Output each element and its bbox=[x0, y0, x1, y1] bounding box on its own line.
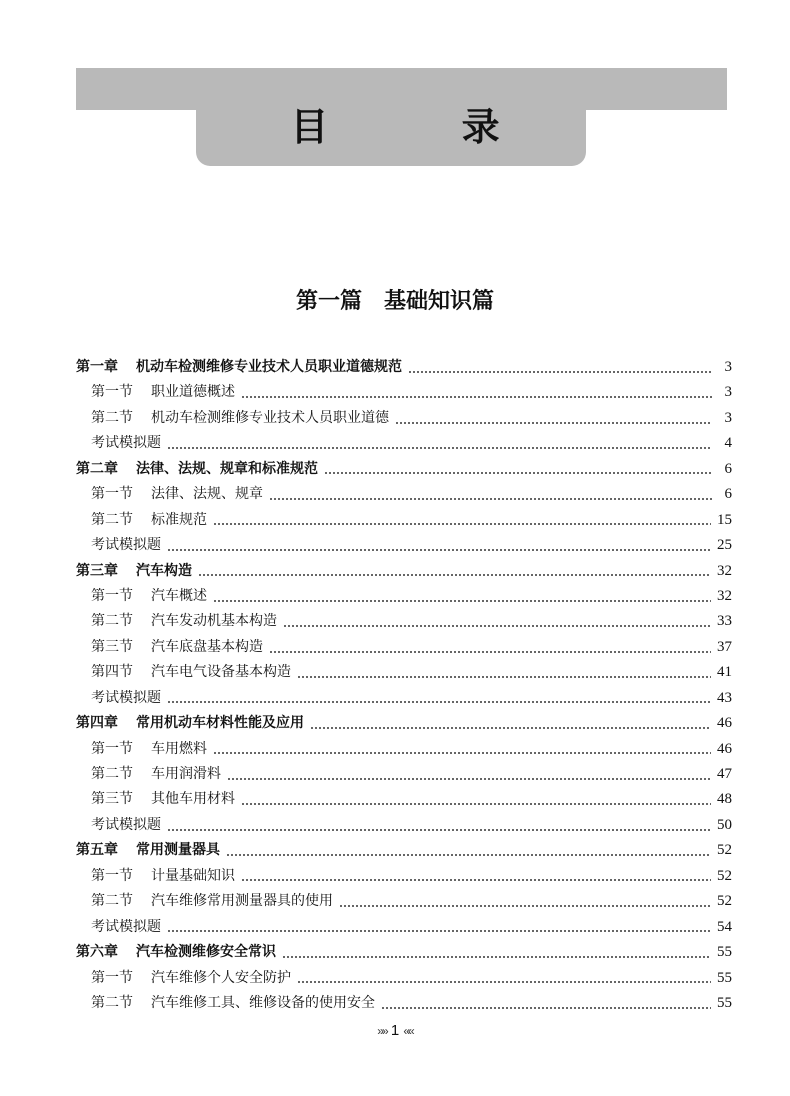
footer-left-mark: »» bbox=[377, 1024, 387, 1038]
dot-leader bbox=[310, 727, 711, 729]
toc-chapter-row[interactable] bbox=[76, 559, 732, 584]
toc-section-row[interactable] bbox=[76, 915, 732, 940]
dot-leader bbox=[282, 956, 711, 958]
toc-section-row[interactable] bbox=[76, 686, 732, 711]
toc-section-row[interactable] bbox=[76, 380, 732, 405]
toc-entry-number: 第二节 bbox=[91, 766, 133, 782]
toc-entry-title: 考试模拟题 bbox=[91, 689, 161, 706]
toc-entry-number: 第一节 bbox=[91, 740, 133, 757]
toc-entry-page: 3 bbox=[724, 384, 732, 401]
page-footer bbox=[0, 1022, 790, 1039]
dot-leader bbox=[324, 472, 712, 474]
toc-section-row[interactable] bbox=[76, 431, 732, 456]
toc-entry-page: 55 bbox=[717, 944, 732, 961]
toc-entry-page: 52 bbox=[717, 842, 732, 859]
toc-chapter-row[interactable] bbox=[76, 838, 732, 863]
toc-entry-title: 计量基础知识 bbox=[151, 867, 235, 884]
dot-leader bbox=[167, 930, 711, 932]
page-title: 目 录 bbox=[290, 104, 560, 149]
toc-section-row[interactable] bbox=[76, 635, 732, 660]
toc-entry-page: 48 bbox=[717, 791, 732, 808]
toc-section-row[interactable] bbox=[76, 864, 732, 889]
toc-entry-title: 考试模拟题 bbox=[91, 537, 161, 554]
dot-leader bbox=[167, 447, 712, 449]
toc-entry-number: 第二节 bbox=[91, 511, 133, 528]
toc-entry-number: 第一节 bbox=[91, 969, 133, 986]
toc-entry-page: 4 bbox=[724, 435, 732, 452]
dot-leader bbox=[269, 498, 712, 500]
toc-entry-title: 考试模拟题 bbox=[91, 918, 161, 935]
toc-chapter-row[interactable] bbox=[76, 711, 732, 736]
toc-entry-number: 第二节 bbox=[91, 409, 133, 426]
toc-entry-number: 第一节 bbox=[91, 867, 133, 884]
footer-right-mark: «« bbox=[403, 1024, 413, 1038]
toc-entry-number: 第二节 bbox=[91, 613, 133, 630]
toc-section-row[interactable] bbox=[76, 813, 732, 838]
toc-entry-page: 55 bbox=[717, 969, 732, 986]
toc-entry-title: 考试模拟题 bbox=[91, 816, 161, 833]
toc-entry-number: 第一节 bbox=[91, 587, 133, 604]
toc-entry-title: 汽车概述 bbox=[151, 587, 207, 604]
dot-leader bbox=[339, 905, 711, 907]
toc-entry-title: 法律、法规、规章 bbox=[151, 486, 263, 503]
table-of-contents bbox=[76, 355, 732, 1016]
toc-chapter-row[interactable] bbox=[76, 940, 732, 965]
toc-chapter-row[interactable] bbox=[76, 355, 732, 380]
dot-leader bbox=[408, 371, 712, 373]
toc-entry-title: 汽车维修工具、维修设备的使用安全 bbox=[151, 994, 375, 1011]
toc-entry-page: 52 bbox=[717, 867, 732, 884]
dot-leader bbox=[269, 651, 711, 653]
toc-entry-page: 50 bbox=[717, 816, 732, 833]
toc-entry-number: 第二节 bbox=[91, 994, 133, 1011]
toc-section-row[interactable] bbox=[76, 737, 732, 762]
toc-entry-title: 车用燃料 bbox=[151, 740, 207, 757]
toc-entry-page: 3 bbox=[724, 409, 732, 426]
toc-entry-page: 6 bbox=[724, 486, 732, 503]
toc-entry-title: 汽车发动机基本构造 bbox=[151, 613, 277, 630]
toc-section-row[interactable] bbox=[76, 787, 732, 812]
dot-leader bbox=[283, 625, 711, 627]
toc-entry-page: 46 bbox=[717, 740, 732, 757]
toc-entry-page: 32 bbox=[717, 587, 732, 604]
toc-section-row[interactable] bbox=[76, 508, 732, 533]
dot-leader bbox=[241, 879, 711, 881]
toc-section-row[interactable] bbox=[76, 482, 732, 507]
toc-entry-page: 25 bbox=[717, 537, 732, 554]
toc-entry-title: 汽车维修个人安全防护 bbox=[151, 969, 291, 986]
toc-entry-number: 第三节 bbox=[91, 791, 133, 808]
dot-leader bbox=[395, 422, 712, 424]
dot-leader bbox=[381, 1007, 711, 1009]
toc-entry-page: 52 bbox=[717, 893, 732, 910]
toc-entry-number: 第一节 bbox=[91, 486, 133, 503]
dot-leader bbox=[167, 829, 711, 831]
toc-entry-number: 第一节 bbox=[91, 384, 133, 401]
toc-entry-page: 43 bbox=[717, 689, 732, 706]
toc-section-row[interactable] bbox=[76, 991, 732, 1016]
toc-section-row[interactable] bbox=[76, 533, 732, 558]
toc-entry-title: 机动车检测维修专业技术人员职业道德规范 bbox=[136, 359, 402, 375]
toc-entry-title: 职业道德概述 bbox=[151, 384, 235, 401]
dot-leader bbox=[167, 701, 711, 703]
toc-entry-title: 标准规范 bbox=[151, 511, 207, 528]
toc-entry-page: 47 bbox=[717, 766, 732, 782]
toc-entry-number: 第三章 bbox=[76, 562, 118, 579]
toc-chapter-row[interactable] bbox=[76, 457, 732, 482]
toc-entry-page: 32 bbox=[717, 562, 732, 579]
toc-entry-number: 第四节 bbox=[91, 664, 133, 681]
dot-leader bbox=[227, 778, 711, 780]
toc-entry-page: 3 bbox=[724, 359, 732, 375]
dot-leader bbox=[213, 752, 711, 754]
toc-entry-title: 机动车检测维修专业技术人员职业道德 bbox=[151, 409, 389, 426]
toc-entry-number: 第五章 bbox=[76, 842, 118, 859]
dot-leader bbox=[198, 574, 711, 576]
toc-entry-title: 汽车电气设备基本构造 bbox=[151, 664, 291, 681]
toc-entry-number: 第三节 bbox=[91, 638, 133, 655]
toc-entry-number: 第六章 bbox=[76, 944, 118, 961]
dot-leader bbox=[241, 803, 711, 805]
toc-entry-page: 54 bbox=[717, 918, 732, 935]
toc-entry-title: 汽车底盘基本构造 bbox=[151, 638, 263, 655]
dot-leader bbox=[213, 600, 711, 602]
toc-entry-title: 汽车构造 bbox=[136, 562, 192, 579]
part-title: 第一篇 基础知识篇 bbox=[295, 288, 494, 314]
dot-leader bbox=[297, 676, 711, 678]
toc-entry-page: 37 bbox=[717, 638, 732, 655]
toc-entry-page: 6 bbox=[724, 460, 732, 477]
toc-entry-number: 第一章 bbox=[76, 359, 118, 375]
toc-entry-number: 第二章 bbox=[76, 460, 118, 477]
page-number: 1 bbox=[390, 1022, 400, 1039]
dot-leader bbox=[167, 549, 711, 551]
toc-entry-title: 汽车检测维修安全常识 bbox=[136, 944, 276, 961]
toc-entry-number: 第四章 bbox=[76, 715, 118, 732]
toc-entry-number: 第二节 bbox=[91, 893, 133, 910]
toc-section-row[interactable] bbox=[76, 762, 732, 787]
toc-entry-title: 常用机动车材料性能及应用 bbox=[136, 715, 304, 732]
toc-section-row[interactable] bbox=[76, 889, 732, 914]
toc-entry-title: 其他车用材料 bbox=[151, 791, 235, 808]
toc-entry-page: 41 bbox=[717, 664, 732, 681]
dot-leader bbox=[213, 523, 711, 525]
dot-leader bbox=[226, 854, 711, 856]
toc-entry-page: 46 bbox=[717, 715, 732, 732]
toc-entry-title: 常用测量器具 bbox=[136, 842, 220, 859]
dot-leader bbox=[241, 396, 712, 398]
toc-section-row[interactable] bbox=[76, 406, 732, 431]
toc-entry-title: 法律、法规、规章和标准规范 bbox=[136, 460, 318, 477]
toc-entry-page: 15 bbox=[717, 511, 732, 528]
toc-entry-page: 33 bbox=[717, 613, 732, 630]
toc-entry-title: 考试模拟题 bbox=[91, 435, 161, 452]
toc-section-row[interactable] bbox=[76, 660, 732, 685]
toc-entry-title: 汽车维修常用测量器具的使用 bbox=[151, 893, 333, 910]
toc-section-row[interactable] bbox=[76, 584, 732, 609]
toc-section-row[interactable] bbox=[76, 609, 732, 634]
dot-leader bbox=[297, 981, 711, 983]
toc-entry-title: 车用润滑料 bbox=[151, 766, 221, 782]
toc-entry-page: 55 bbox=[717, 994, 732, 1011]
toc-section-row[interactable] bbox=[76, 966, 732, 991]
